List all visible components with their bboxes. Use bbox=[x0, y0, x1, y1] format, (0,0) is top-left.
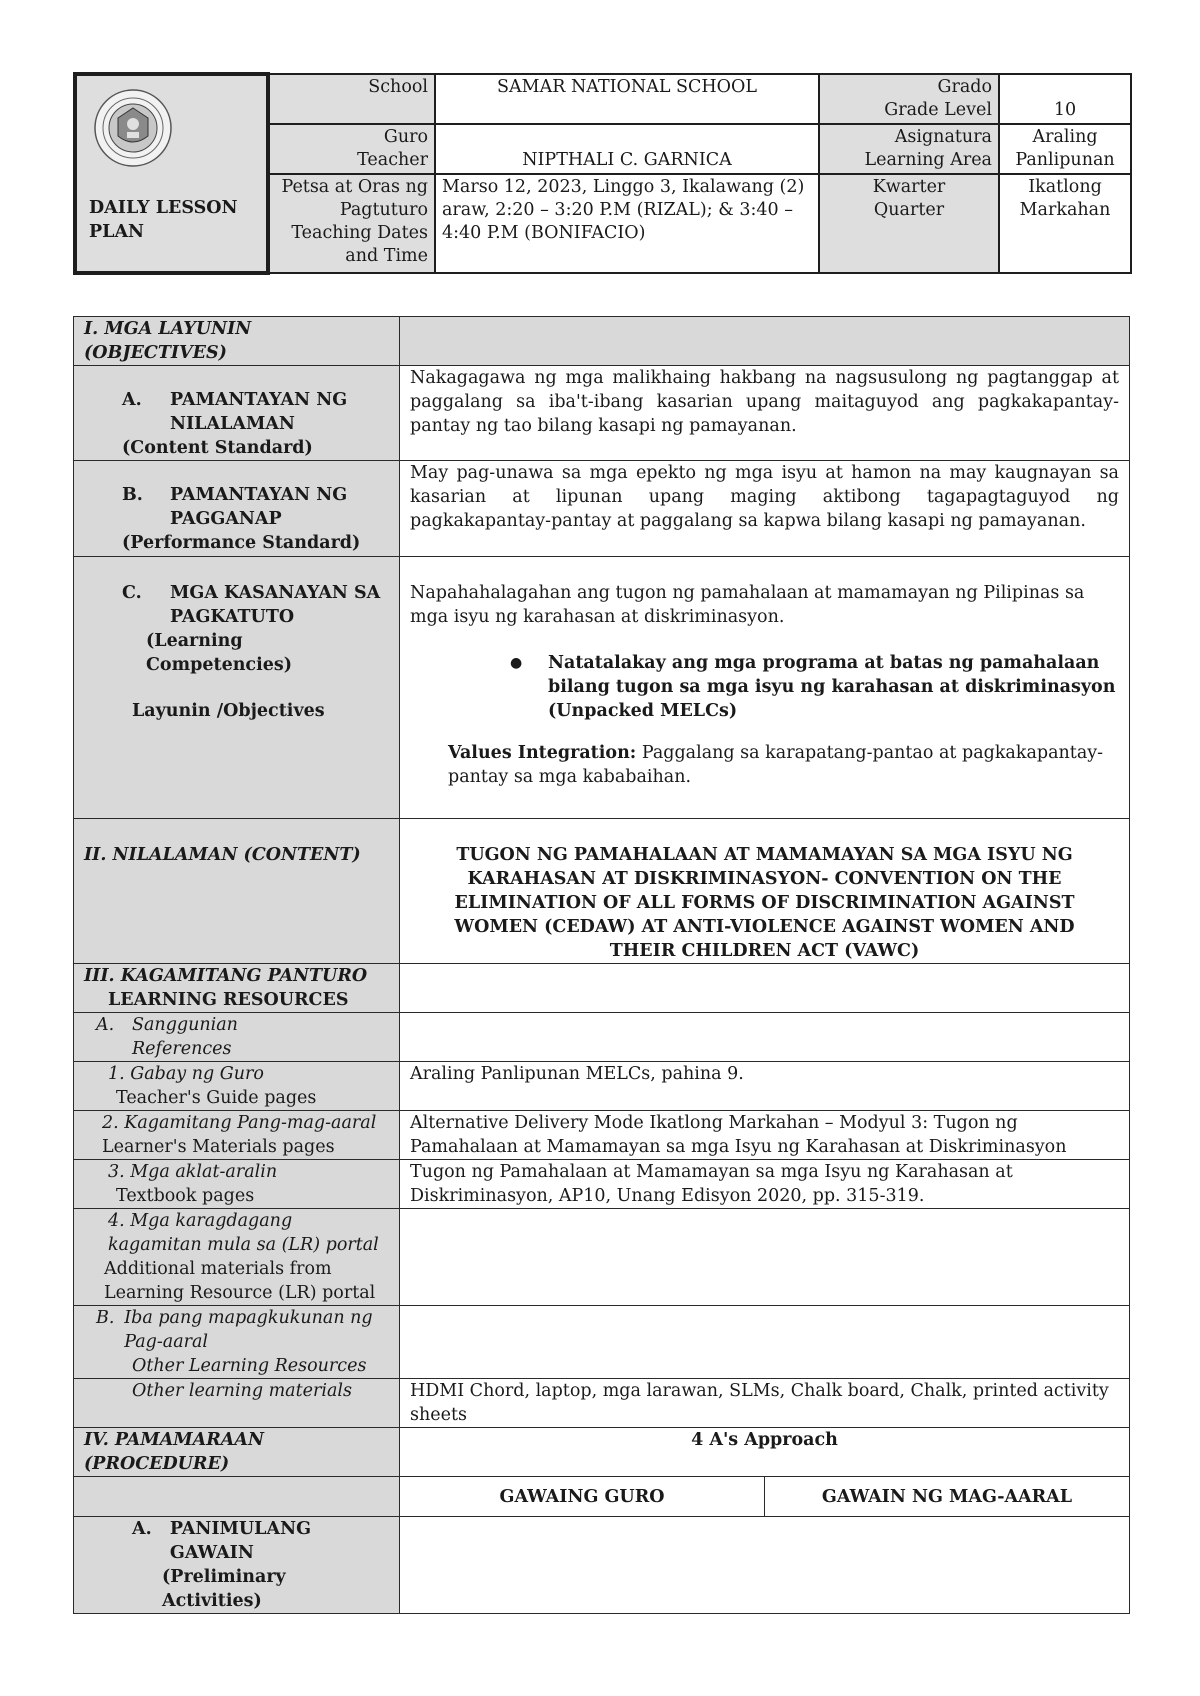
bullet-icon: ● bbox=[510, 655, 523, 671]
item-letter: A. bbox=[122, 390, 142, 410]
school-label: School bbox=[268, 74, 435, 124]
teacher-label-en: Teacher bbox=[357, 150, 428, 170]
quarter-label bbox=[819, 174, 999, 273]
content-standard-sub: (Content Standard) bbox=[122, 438, 313, 458]
area-label-fil: Asignatura bbox=[894, 127, 992, 147]
lr-portal-title: 4. Mga karagdagang kagamitan mula sa (LR) portal bbox=[108, 1211, 379, 1255]
item-letter: A. bbox=[96, 1015, 115, 1035]
col-teacher-header: GAWAING GURO bbox=[400, 1477, 765, 1517]
quarter-value: Ikatlong Markahan bbox=[999, 174, 1131, 273]
other-resources-sub: Other Learning Resources bbox=[132, 1356, 367, 1376]
performance-standard-sub: (Performance Standard) bbox=[122, 533, 361, 553]
lr-portal-label bbox=[74, 1209, 400, 1306]
objective-bullet: Natatalakay ang mga programa at batas ng pamahalaan bilang tugon sa mga isyu ng karahasan at diskriminasyon (Unpacked MELCs) bbox=[548, 653, 1116, 721]
textbook-label bbox=[74, 1160, 400, 1209]
procedure-title: IV. PAMAMARAAN (PROCEDURE) bbox=[74, 1428, 400, 1477]
preliminary-sub: (Preliminary Activities) bbox=[162, 1567, 286, 1611]
grade-label-en: Grade Level bbox=[884, 100, 992, 120]
references-title: Sanggunian bbox=[132, 1015, 238, 1035]
references-empty bbox=[400, 1013, 1130, 1062]
teacher-label bbox=[268, 124, 435, 174]
item-letter: B. bbox=[96, 1308, 115, 1328]
tg-label bbox=[74, 1062, 400, 1111]
area-label bbox=[819, 124, 999, 174]
resources-title-fil: III. KAGAMITANG PANTURO bbox=[84, 966, 368, 986]
dates-label: Petsa at Oras ng Pagtuturo Teaching Dates and Time bbox=[268, 174, 435, 273]
resources-title-empty bbox=[400, 964, 1130, 1013]
values-label: Values Integration: bbox=[448, 743, 637, 763]
item-letter: A. bbox=[132, 1519, 152, 1539]
content-standard-title: PAMANTAYAN NG NILALAMAN bbox=[170, 390, 348, 434]
item-letter: B. bbox=[122, 485, 143, 505]
quarter-label-fil: Kwarter bbox=[872, 177, 946, 197]
header-table bbox=[73, 72, 1132, 275]
school-value: SAMAR NATIONAL SCHOOL bbox=[435, 74, 819, 124]
other-resources-label bbox=[74, 1306, 400, 1379]
procedure-approach: 4 A's Approach bbox=[400, 1428, 1130, 1477]
tg-title: 1. Gabay ng Guro bbox=[108, 1064, 264, 1084]
preliminary-empty bbox=[400, 1517, 1130, 1614]
deped-seal-icon bbox=[93, 88, 173, 168]
learning-competencies-label bbox=[74, 557, 400, 819]
textbook-sub: Textbook pages bbox=[116, 1186, 255, 1206]
preliminary-label bbox=[74, 1517, 400, 1614]
performance-standard-title: PAMANTAYAN NG PAGGANAP bbox=[170, 485, 348, 529]
content-standard-text: Nakagagawa ng mga malikhaing hakbang na nagsusulong ng pagtanggap at paggalang sa iba't-ibang kasarian upang maitaguyod ang pagkakapantay-pantay ng tao bilang kasapi ng pamayanan. bbox=[400, 366, 1130, 461]
content-title: II. NILALAMAN (CONTENT) bbox=[74, 819, 400, 964]
learning-competencies-title: MGA KASANAYAN SA PAGKATUTO bbox=[170, 583, 381, 627]
learning-competencies-text: Napahahalagahan ang tugon ng pamahalaan at mamamayan ng Pilipinas sa mga isyu ng karahasan at diskriminasyon. bbox=[410, 583, 1085, 627]
plan-title: DAILY LESSON PLAN bbox=[89, 198, 238, 242]
resources-title bbox=[74, 964, 400, 1013]
other-resources-title: Iba pang mapagkukunan ng Pag-aaral bbox=[124, 1308, 373, 1352]
area-value: Araling Panlipunan bbox=[999, 124, 1131, 174]
col-learner-header: GAWAIN NG MAG-AARAL bbox=[765, 1477, 1130, 1517]
teacher-value: NIPTHALI C. GARNICA bbox=[435, 124, 819, 174]
textbook-value: Tugon ng Pamahalaan at Mamamayan sa mga Isyu ng Karahasan at Diskriminasyon, AP10, Unang Edisyon 2020, pp. 315-319. bbox=[400, 1160, 1130, 1209]
lm-value: Alternative Delivery Mode Ikatlong Markahan – Modyul 3: Tugon ng Pamahalaan at Mamamayan sa mga Isyu ng Karahasan at Diskriminasyon bbox=[400, 1111, 1130, 1160]
other-materials-label: Other learning materials bbox=[74, 1379, 400, 1428]
resources-title-en: LEARNING RESOURCES bbox=[108, 990, 349, 1010]
content-standard-label bbox=[74, 366, 400, 461]
procedure-empty bbox=[74, 1477, 400, 1517]
lm-label bbox=[74, 1111, 400, 1160]
tg-value: Araling Panlipunan MELCs, pahina 9. bbox=[400, 1062, 1130, 1111]
teacher-label-fil: Guro bbox=[383, 127, 428, 147]
textbook-title: 3. Mga aklat-aralin bbox=[108, 1162, 278, 1182]
lesson-plan-table bbox=[73, 316, 1130, 1614]
references-sub: References bbox=[132, 1039, 232, 1059]
lm-sub: Learner's Materials pages bbox=[102, 1137, 335, 1157]
tg-sub: Teacher's Guide pages bbox=[116, 1088, 317, 1108]
performance-standard-text: May pag-unawa sa mga epekto ng mga isyu at hamon na may kaugnayan sa kasarian at lipunan upang maging aktibong tagapagtaguyod ng pagkakapantay-pantay at paggalang sa kapwa bilang kasapi ng pamayanan. bbox=[400, 461, 1130, 557]
quarter-label-en: Quarter bbox=[873, 200, 945, 220]
preliminary-title: PANIMULANG GAWAIN bbox=[169, 1519, 312, 1563]
lm-title: 2. Kagamitang Pang-mag-aaral bbox=[102, 1113, 377, 1133]
content-text: TUGON NG PAMAHALAAN AT MAMAMAYAN SA MGA ISYU NG KARAHASAN AT DISKRIMINASYON- CONVENTION ON THE ELIMINATION OF ALL FORMS OF DISCRIMINATION AGAINST WOMEN (CEDAW) AT ANTI-VIOLENCE AGAINST WOMEN AND THEIR CHILDREN ACT (VAWC) bbox=[400, 819, 1130, 964]
layunin-label: Layunin /Objectives bbox=[132, 701, 325, 721]
learning-competencies-sub: (Learning Competencies) bbox=[146, 631, 292, 675]
area-label-en: Learning Area bbox=[864, 150, 992, 170]
dates-value: Marso 12, 2023, Linggo 3, Ikalawang (2) araw, 2:20 – 3:20 P.M (RIZAL); & 3:40 – 4:40 P.M (BONIFACIO) bbox=[435, 174, 819, 273]
other-materials-value: HDMI Chord, laptop, mga larawan, SLMs, Chalk board, Chalk, printed activity sheets bbox=[400, 1379, 1130, 1428]
lr-portal-sub: Additional materials from Learning Resource (LR) portal bbox=[104, 1259, 376, 1303]
item-letter: C. bbox=[122, 583, 142, 603]
grade-label-fil: Grado bbox=[937, 77, 992, 97]
objectives-title: I. MGA LAYUNIN (OBJECTIVES) bbox=[74, 317, 400, 366]
learning-competencies-cell bbox=[400, 557, 1130, 819]
values-integration bbox=[448, 741, 1119, 789]
objectives-title-empty bbox=[400, 317, 1130, 366]
logo-cell bbox=[75, 74, 268, 273]
lr-portal-empty bbox=[400, 1209, 1130, 1306]
performance-standard-label bbox=[74, 461, 400, 557]
values-text: Paggalang sa karapatang-pantao at pagkakapantay-pantay sa mga kababaihan. bbox=[448, 743, 1104, 787]
grade-label bbox=[819, 74, 999, 124]
other-resources-empty bbox=[400, 1306, 1130, 1379]
grade-value: 10 bbox=[999, 74, 1131, 124]
references-label bbox=[74, 1013, 400, 1062]
